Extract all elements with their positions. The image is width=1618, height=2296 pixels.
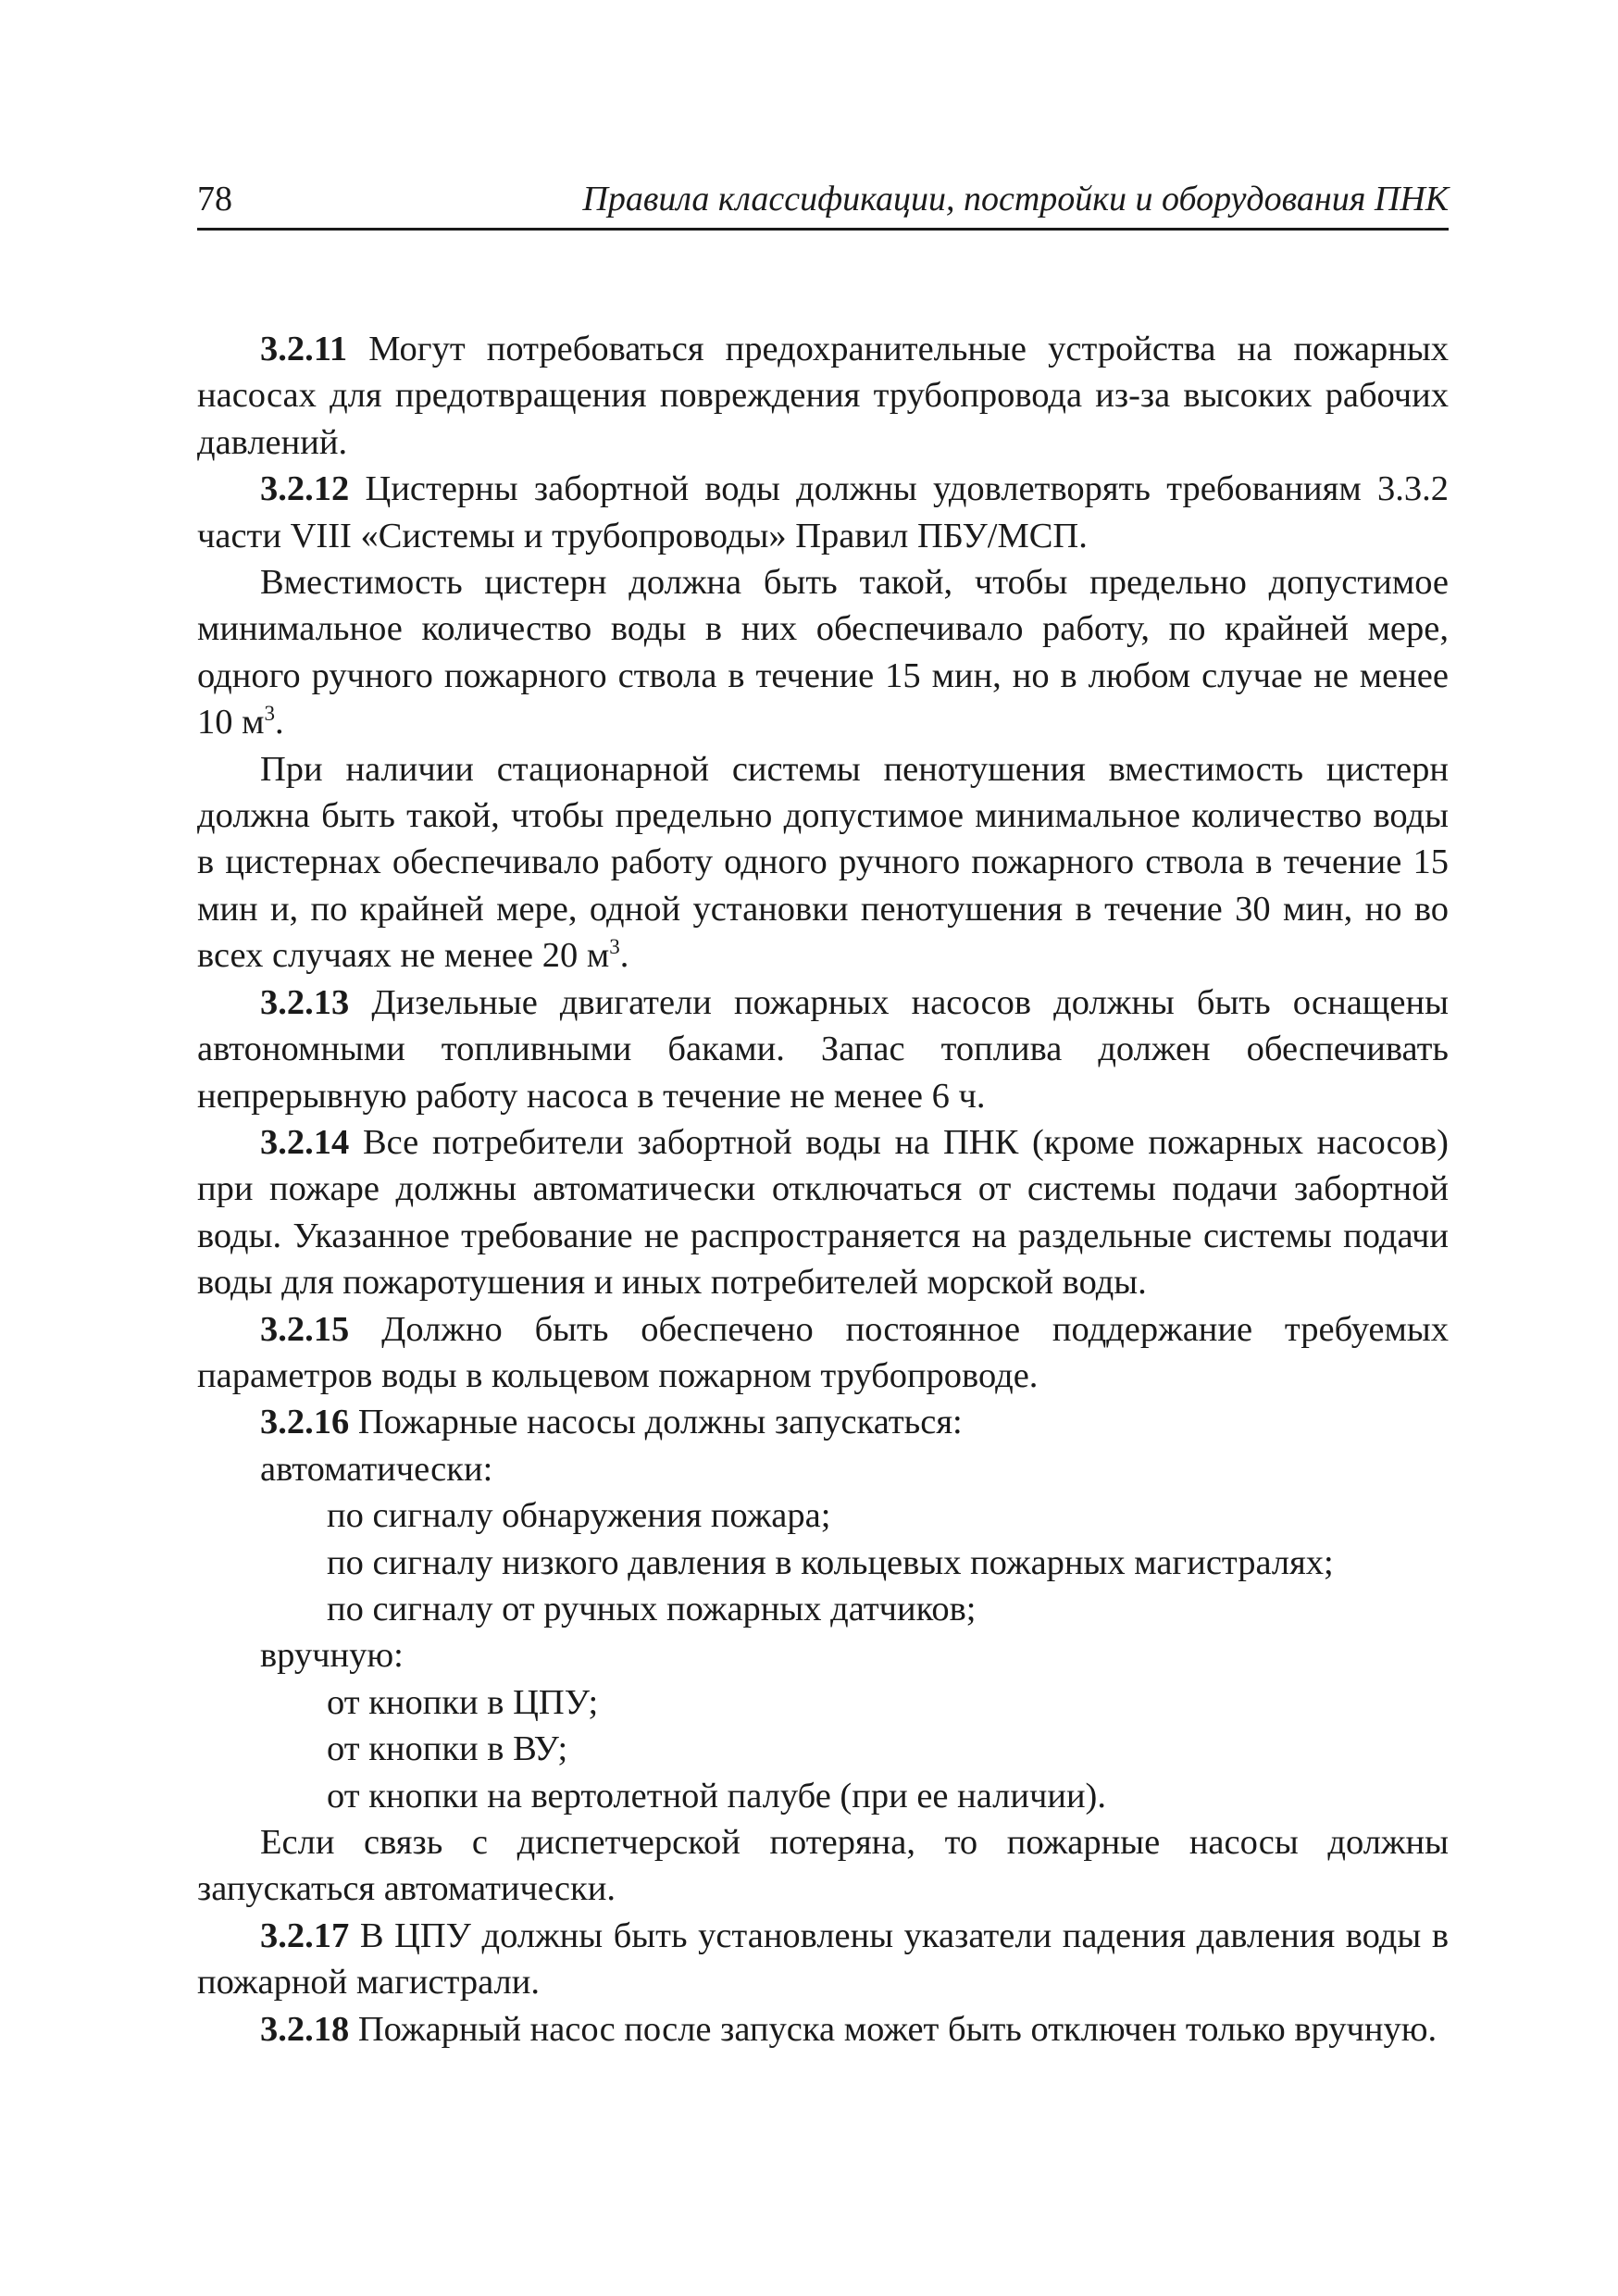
section-text: Цистерны забортной воды должны удовлетворять требованиям 3.3.2 части VIII «Системы и трубопроводы» Правил ПБУ/МСП. (197, 469, 1449, 555)
section-3-2-13 (197, 980, 1449, 1119)
paragraph-text: При наличии стационарной системы пенотушения вместимость цистерн должна быть такой, чтобы предельно допустимое минимальное количество воды в цистернах обеспечивало работу одного ручного пожарного ствола в течение 15 мин и, по крайней мере, одной установки пенотушения в течение 30 мин, но во всех случаях не менее 20 м (197, 749, 1449, 976)
capacity-paragraph-1 (197, 559, 1449, 746)
section-3-2-18 (197, 2006, 1449, 2053)
section-text: Могут потребоваться предохранительные устройства на пожарных насосах для предотвращения повреждения трубопровода из-за высоких рабочих давлений. (197, 330, 1449, 462)
page-header (197, 176, 1449, 231)
section-number: 3.2.12 (260, 469, 350, 509)
section-number: 3.2.16 (260, 1403, 350, 1442)
section-text: Пожарный насос после запуска может быть отключен только вручную. (349, 2009, 1438, 2049)
paragraph-text: Вместимость цистерн должна быть такой, чтобы предельно допустимое минимальное количество воды в них обеспечивало работу, по крайней мере, одного ручного пожарного ствола в течение 15 мин, но в любом случае не менее 10 м (197, 563, 1449, 742)
section-number: 3.2.14 (260, 1122, 350, 1162)
running-title: Правила классификации, постройки и оборудования ПНК (582, 180, 1449, 218)
section-3-2-11 (197, 326, 1449, 466)
section-3-2-16 (197, 1399, 1449, 1445)
section-text: Все потребители забортной воды на ПНК (кроме пожарных насосов) при пожаре должны автоматически отключаться от системы подачи забортной воды. Указанное требование не распространяется на раздельные системы подачи воды для пожаротушения и иных потребителей морской воды. (197, 1122, 1449, 1303)
auto-start-label: автоматически: (260, 1449, 493, 1489)
list-item: по сигналу низкого давления в кольцевых пожарных магистралях; (327, 1542, 1334, 1582)
section-3-2-17 (197, 1913, 1449, 2006)
section-number: 3.2.11 (260, 330, 348, 368)
superscript: 3 (609, 934, 620, 959)
list-item: от кнопки на вертолетной палубе (при ее наличии). (327, 1776, 1106, 1816)
list-item: по сигналу от ручных пожарных датчиков; (327, 1589, 977, 1628)
section-number: 3.2.18 (260, 2009, 350, 2049)
capacity-paragraph-2 (197, 746, 1449, 980)
list-item: по сигналу обнаружения пожара; (327, 1496, 831, 1536)
section-text: Пожарные насосы должны запускаться: (349, 1403, 963, 1442)
lost-connection-paragraph: Если связь с диспетчерской потеряна, то пожарные насосы должны запускаться автоматически. (197, 1823, 1449, 1909)
section-3-2-12 (197, 466, 1449, 559)
manual-start-label: вручную: (260, 1636, 404, 1676)
paragraph-end: . (619, 936, 629, 976)
list-item: от кнопки в ЦПУ; (327, 1682, 599, 1722)
section-3-2-14 (197, 1119, 1449, 1306)
paragraph-end: . (275, 703, 284, 742)
section-text: В ЦПУ должны быть установлены указатели падения давления воды в пожарной магистрали. (197, 1915, 1449, 2003)
superscript: 3 (264, 701, 276, 726)
section-text: Должно быть обеспечено постоянное поддержание требуемых параметров воды в кольцевом пожарном трубопроводе. (197, 1309, 1449, 1395)
section-number: 3.2.15 (260, 1309, 350, 1349)
section-number: 3.2.17 (260, 1915, 350, 1955)
section-text: Дизельные двигатели пожарных насосов должны быть оснащены автономными топливными баками. Запас топлива должен обеспечивать непрерывную работу насоса в течение не менее 6 ч. (197, 982, 1449, 1116)
section-3-2-15 (197, 1306, 1449, 1400)
list-item: от кнопки в ВУ; (327, 1729, 568, 1769)
section-number: 3.2.13 (260, 982, 350, 1022)
document-body (197, 326, 1449, 2053)
page-number: 78 (197, 180, 232, 218)
